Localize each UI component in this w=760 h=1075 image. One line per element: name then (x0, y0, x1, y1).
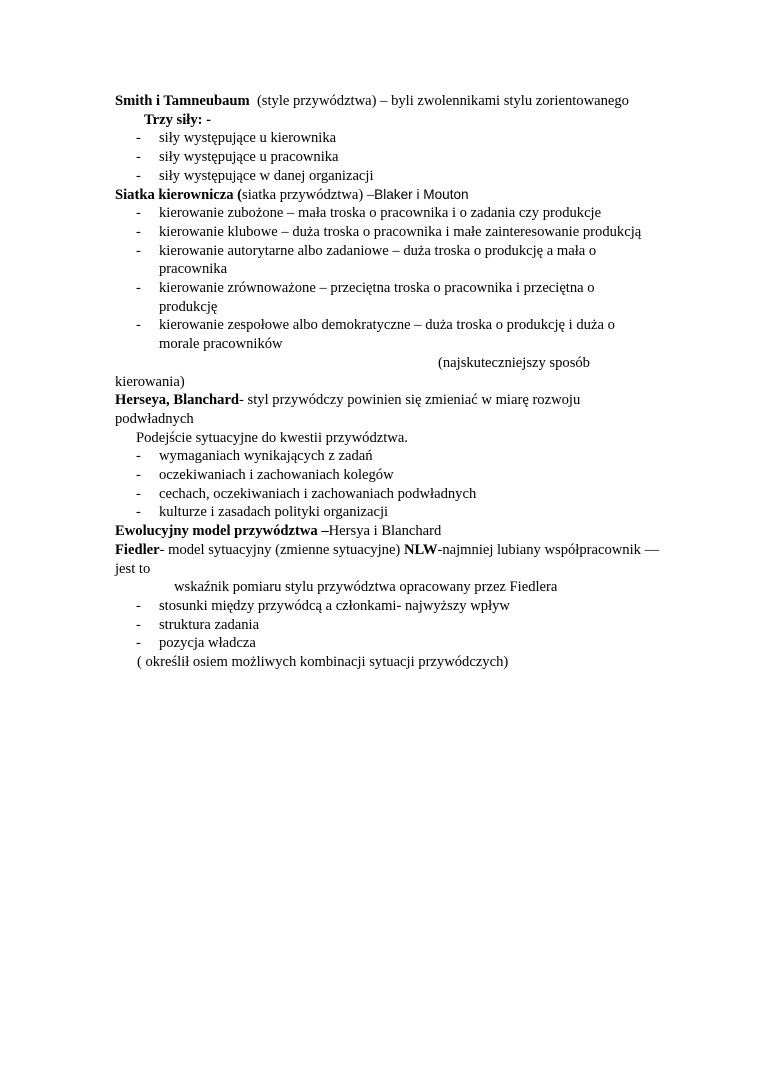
list-item: - kierowanie zubożone – mała troska o pracownika i o zadania czy produkcje (136, 205, 602, 222)
trzy-sily-label: Trzy siły: - (144, 111, 212, 128)
list-item: - oczekiwaniach i zachowaniach kolegów (136, 467, 394, 484)
fiedler-closing: ( określił osiem możliwych kombinacji sytuacji przywódczych) (137, 654, 509, 671)
ewolucyjny-text: Hersya i Blanchard (328, 523, 442, 540)
fiedler-heading: Fiedler (115, 541, 160, 558)
list-item: - kierowanie autorytarne albo zadaniowe – duża troska o produkcję a mała o pracownika (136, 242, 597, 278)
siatka-authors: Blaker i Mouton (374, 186, 469, 202)
document-page (115, 92, 675, 672)
siatka-list (115, 204, 675, 354)
fiedler-wskaznik: wskaźnik pomiaru stylu przywództwa opracowany przez Fiedlera (174, 579, 558, 596)
fiedler-text-2: -najmniej lubiany współpracownik —jest to (115, 541, 660, 577)
list-item: - siły występujące u pracownika (136, 149, 339, 166)
list-item: - kierowanie klubowe – duża troska o pracownika i małe zainteresowanie produkcją (136, 223, 642, 240)
ewolucyjny-paragraph (115, 522, 675, 541)
fiedler-text: - model sytuacyjny (zmienne sytuacyjne) (159, 541, 401, 558)
siatka-note: (najskuteczniejszy sposób (438, 354, 590, 371)
ewolucyjny-heading: Ewolucyjny model przywództwa – (115, 523, 329, 540)
fiedler-paragraph (115, 541, 670, 578)
list-item: - siły występujące w danej organizacji (136, 167, 374, 184)
list-item: - kulturze i zasadach polityki organizacji (136, 504, 389, 521)
herseya-heading: Herseya, Blanchard (115, 392, 240, 409)
list-item: - kierowanie zrównoważone – przeciętna troska o pracownika i przeciętna o produkcję (136, 280, 595, 315)
list-item: - struktura zadania (136, 616, 260, 633)
siatka-note-cont: kierowania) (115, 373, 185, 390)
herseya-list (115, 447, 675, 522)
smith-paragraph (115, 92, 675, 111)
herseya-paragraph (115, 391, 615, 428)
siatka-text: siatka przywództwa) – (242, 186, 375, 203)
siatka-paragraph (115, 186, 675, 205)
list-item: - cechach, oczekiwaniach i zachowaniach podwładnych (136, 485, 477, 502)
list-item: - siły występujące u kierownika (136, 130, 337, 147)
smith-heading: Smith i Tamneubaum (115, 93, 250, 109)
smith-list (115, 129, 675, 185)
nlw-abbrev: NLW (403, 541, 438, 558)
siatka-heading: Siatka kierownicza ( (115, 186, 243, 203)
herseya-text: - styl przywódczy powinien się zmieniać w miarę rozwoju podwładnych (115, 392, 581, 427)
list-item: - stosunki między przywódcą a członkami- najwyższy wpływ (136, 597, 510, 614)
list-item: - wymaganiach wynikających z zadań (136, 448, 373, 465)
herseya-intro: Podejście sytuacyjne do kwestii przywództwa. (136, 429, 408, 446)
list-item: - pozycja władcza (136, 635, 256, 652)
list-item: - kierowanie zespołowe albo demokratyczne – duża troska o produkcję i duża o morale pracowników (136, 317, 615, 353)
smith-text: (style przywództwa) – byli zwolennikami stylu zorientowanego (256, 93, 629, 109)
fiedler-list (115, 597, 675, 653)
